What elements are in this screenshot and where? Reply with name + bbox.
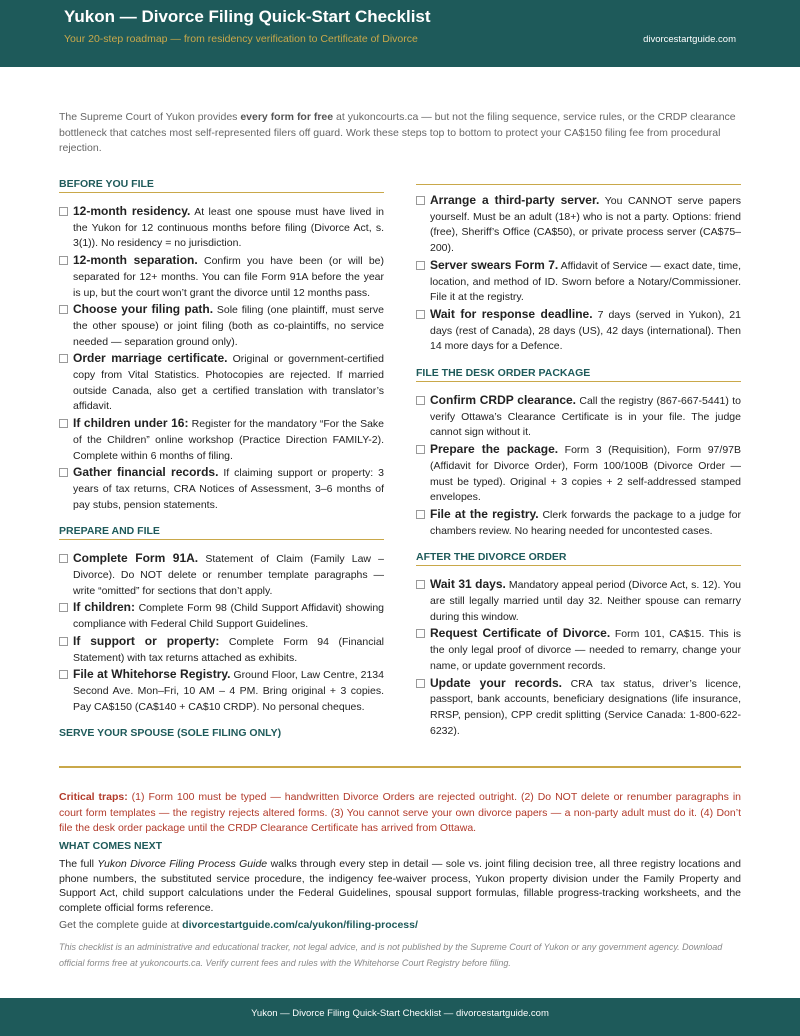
checklist-desk: [416, 393, 741, 548]
page-title: Yukon — Divorce Filing Quick-Start Checklist: [64, 7, 431, 26]
checkbox[interactable]: [59, 468, 68, 477]
page-subtitle: Your 20-step roadmap — from residency verification to Certificate of Divorce: [64, 33, 418, 45]
checklist-item: [416, 577, 741, 625]
guide-link-line: [59, 919, 418, 931]
checklist-before: [59, 204, 384, 522]
item-lead: If children under 16:: [73, 416, 189, 431]
section-title-prepare: PREPARE AND FILE: [59, 522, 384, 540]
site-name: divorcestartguide.com: [643, 34, 736, 45]
checkbox[interactable]: [416, 310, 425, 319]
checkbox[interactable]: [59, 256, 68, 265]
checkbox[interactable]: [416, 445, 425, 454]
section-divider: [416, 184, 741, 186]
checkbox[interactable]: [416, 261, 425, 270]
item-body: Sole filing (one plaintiff, must serve the other spouse) or joint filing (both as co-plaintiffs, no service needed — separation ground only).: [73, 304, 384, 348]
checklist-item: [416, 193, 741, 257]
checkbox[interactable]: [416, 580, 425, 589]
checklist-item: [59, 634, 384, 666]
item-lead: Update your records.: [430, 675, 562, 690]
checklist-item: [59, 204, 384, 252]
checkbox[interactable]: [416, 196, 425, 205]
intro-post: at yukoncourts.ca — but not the filing sequence, service rules, or the CRDP clearance bottleneck that catches most self-represented filers off guard. Work these steps top to bottom to protect your CA$150 filing fee from procedural rejection.: [59, 111, 736, 154]
item-lead: File at Whitehorse Registry.: [73, 667, 231, 682]
item-body: Register for the mandatory “For the Sake of the Children” online workshop (Practice Direction FAMILY-2). Complete within 6 months of filing.: [73, 418, 385, 462]
checklist-item: [59, 253, 384, 301]
item-body: Form 101, CA$15. This is the only legal proof of divorce — needed to remarry, change your name, or update government records.: [430, 628, 741, 672]
item-body: 7 days (served in Yukon), 21 days (rest of Canada), 28 days (US), 42 days (international). Then 14 more days for a Defence.: [430, 308, 741, 353]
item-body: Mandatory appeal period (Divorce Act, s. 12). You are still legally married until day 32. Neither spouse can remarry during this window.: [430, 579, 741, 623]
divider-rule: [59, 766, 741, 768]
checkbox[interactable]: [59, 354, 68, 363]
item-body: Affidavit of Service — exact date, time, location, and method of ID. Sworn before a Notary/Commissioner. File it at the registry.: [430, 259, 742, 304]
checklist-after: [416, 577, 741, 748]
checklist-item: [59, 667, 384, 715]
item-body: If claiming support or property: 3 years of tax returns, CRA Notices of Assessment, 3–6 months of pay stubs, pension statements.: [73, 467, 384, 511]
checklist-item: [416, 626, 741, 674]
traps-label: Critical traps:: [59, 791, 128, 803]
next-pre: The full: [59, 858, 98, 870]
intro-paragraph: [59, 110, 741, 157]
item-lead: If support or property:: [73, 633, 220, 648]
item-body: Call the registry (867-667-5441) to verify Ottawa’s Clearance Certificate is in your file. The judge cannot sign without it.: [430, 395, 741, 439]
item-body: Confirm you have been (or will be) separated for 12+ months. You can file Form 91A before the year is up, but the court won’t grant the divorce until 12 months pass.: [73, 255, 385, 299]
item-body: Statement of Claim (Family Law – Divorce). Do NOT delete or renumber template paragraphs — write “omitted” for sections that don’t apply.: [73, 553, 384, 597]
checkbox[interactable]: [416, 510, 425, 519]
item-lead: Choose your filing path.: [73, 302, 214, 317]
item-lead: 12-month separation.: [73, 253, 198, 268]
item-lead: Confirm CRDP clearance.: [430, 393, 577, 408]
checkbox[interactable]: [59, 419, 68, 428]
checklist-item: [416, 676, 741, 740]
item-lead: Complete Form 91A.: [73, 551, 199, 566]
section-title-serve: SERVE YOUR SPOUSE (SOLE FILING ONLY): [59, 727, 282, 740]
disclaimer: This checklist is an administrative and educational tracker, not legal advice, and is not published by the Supreme Court of Yukon or any government agency. Download official forms free at yukoncourts.ca. Verify current fees and rules with the Whitehorse Court Registry before filing.: [59, 942, 723, 968]
section-title-after: AFTER THE DIVORCE ORDER: [416, 548, 741, 566]
next-post: walks through every step in detail — sole vs. joint filing decision tree, all three registry locations and phone numbers, the substituted service procedure, the indigency fee-waiver process, Yukon property division under the Family Property and Support Act, child support calculations under the Federal Guidelines, spousal support formulas, fillable progress-tracking worksheets, and the complete official forms reference.: [59, 858, 741, 914]
checkbox[interactable]: [59, 603, 68, 612]
guide-link-pre: Get the complete guide at: [59, 919, 183, 931]
item-lead: Server swears Form 7.: [430, 257, 559, 272]
checkbox[interactable]: [59, 637, 68, 646]
item-lead: Wait 31 days.: [430, 577, 506, 592]
checklist-item: [59, 351, 384, 415]
item-lead: Request Certificate of Divorce.: [430, 626, 611, 641]
header-banner: [0, 0, 800, 67]
checklist-item: [59, 465, 384, 513]
checkbox[interactable]: [59, 305, 68, 314]
checklist-serve: [416, 193, 741, 364]
checklist-item: [416, 307, 741, 355]
footer-banner: [0, 998, 800, 1036]
item-lead: Order marriage certificate.: [73, 351, 228, 366]
checklist-prepare: [59, 551, 384, 724]
checklist-item: [416, 507, 741, 539]
item-body: CRA tax status, driver’s licence, passport, bank accounts, beneficiary designations (life insurance, RRSP, pension), CPP credit splitting (Service Canada: 1-800-622-6232).: [430, 677, 742, 737]
item-lead: File at the registry.: [430, 506, 539, 521]
checklist-item: [59, 551, 384, 599]
checklist-item: [416, 258, 741, 306]
item-body: Clerk forwards the package to a judge for chambers review. No hearing needed for uncontested cases.: [430, 508, 742, 537]
guide-link[interactable]: divorcestartguide.com/ca/yukon/filing-process/: [182, 919, 418, 931]
guide-title: Yukon Divorce Filing Process Guide: [97, 858, 268, 870]
item-body: Ground Floor, Law Centre, 2134 Second Ave. Mon–Fri, 10 AM – 4 PM. Bring original + 3 copies. Pay CA$150 (CA$140 + CA$10 CRDP). No personal cheques.: [73, 669, 384, 713]
right-column: [416, 182, 741, 748]
checklist-item: [59, 416, 384, 464]
intro-pre: The Supreme Court of Yukon provides: [59, 111, 241, 123]
checklist-item: [59, 302, 384, 350]
item-body: At least one spouse must have lived in the Yukon for 12 continuous months before filing (Divorce Act, s. 3(1)). No residency = no jurisdiction.: [73, 206, 384, 250]
checkbox[interactable]: [416, 396, 425, 405]
checklist-item: [59, 600, 384, 632]
item-lead: Prepare the package.: [430, 442, 559, 457]
section-title-desk: FILE THE DESK ORDER PACKAGE: [416, 364, 741, 382]
item-body: Complete Form 98 (Child Support Affidavit) showing compliance with Federal Child Support Guidelines.: [73, 602, 384, 631]
left-column: [59, 175, 384, 753]
traps-text: (1) Form 100 must be typed — handwritten Divorce Orders are rejected outright. (2) Do NOT delete or renumber paragraphs in court form templates — the registry rejects altered forms. (3) You cannot serve your own divorce papers — a non-party adult must do it. (4) Don’t file the desk order package until the CRDP Clearance Certificate has arrived from Ottawa.: [59, 791, 742, 834]
item-lead: Gather financial records.: [73, 465, 219, 480]
checklist-item: [416, 442, 741, 506]
checkbox[interactable]: [59, 670, 68, 679]
intro-bold: every form for free: [240, 111, 334, 123]
item-lead: If children:: [73, 600, 135, 615]
item-body: You CANNOT serve papers yourself. Must be an adult (18+) who is not a party. Options: friend (free), Sheriff’s Office (CA$50), or private process server (CA$75–200).: [430, 195, 741, 255]
critical-traps: [59, 790, 741, 837]
item-body: Original or government-certified copy from Vital Statistics. Photocopies are rejected. If married outside Canada, also get a certified translation with translator’s affidavit.: [73, 353, 384, 413]
item-body: Form 3 (Requisition), Form 97/97B (Affidavit for Divorce Order), Form 100/100B (Divorce Order — must be typed). Original + 3 copies + 2 self-addressed stamped envelopes.: [430, 444, 741, 504]
checkbox[interactable]: [416, 629, 425, 638]
next-title: WHAT COMES NEXT: [59, 840, 163, 852]
checkbox[interactable]: [59, 207, 68, 216]
checkbox[interactable]: [416, 679, 425, 688]
item-lead: Arrange a third-party server.: [430, 193, 600, 207]
checkbox[interactable]: [59, 554, 68, 563]
footer-text: Yukon — Divorce Filing Quick-Start Checklist — divorcestartguide.com: [251, 1008, 549, 1019]
item-lead: Wait for response deadline.: [430, 306, 593, 321]
section-title-before: BEFORE YOU FILE: [59, 175, 384, 193]
item-lead: 12-month residency.: [73, 204, 191, 218]
next-paragraph: [59, 857, 741, 915]
checklist-item: [416, 393, 741, 441]
item-body: Complete Form 94 (Financial Statement) with tax returns attached as exhibits.: [73, 635, 384, 664]
